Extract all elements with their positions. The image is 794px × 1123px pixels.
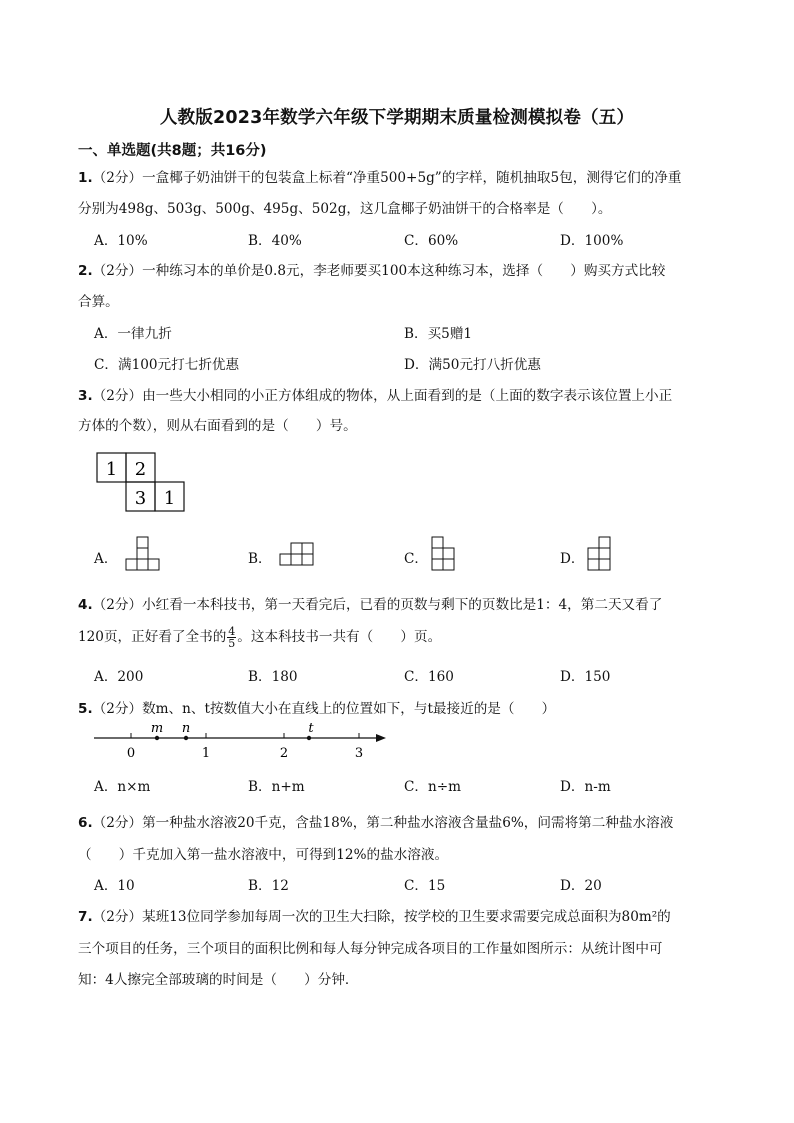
question-6-line-2: （ ）千克加入第一盐水溶液中，可得到12%的盐水溶液。 — [78, 847, 449, 863]
option-d[interactable]: D．150 — [560, 669, 611, 685]
option-a[interactable]: A．10 — [94, 878, 135, 894]
option-c[interactable]: C．160 — [404, 669, 454, 685]
option-d[interactable]: D．20 — [560, 878, 602, 894]
option-a-figure[interactable] — [124, 536, 164, 571]
option-d[interactable]: D．n-m — [560, 779, 611, 795]
question-text: 第一种盐水溶液20千克，含盐18%，第二种盐水溶液含量盐6%，问需将第二种盐水溶液 — [142, 815, 674, 831]
question-score: （2分） — [92, 263, 143, 279]
question-3-line-2: 方体的个数），则从右面看到的是（ ）号。 — [78, 418, 357, 434]
label-n: n — [181, 721, 191, 736]
fraction-denominator: 5 — [228, 637, 236, 650]
question-3-line-1 — [78, 384, 672, 404]
section-heading: 一、单选题(共8题；共16分) — [78, 143, 267, 159]
option-a[interactable]: A．10% — [94, 233, 148, 249]
question-number: 7. — [78, 909, 93, 925]
option-c[interactable]: C．满100元打七折优惠 — [94, 357, 240, 373]
option-a[interactable]: A．一律九折 — [94, 326, 172, 342]
question-number: 5. — [78, 701, 93, 717]
number-line — [90, 720, 390, 762]
option-c[interactable]: C．60% — [404, 233, 459, 249]
option-b-figure[interactable] — [278, 542, 318, 568]
point-n — [184, 736, 188, 740]
question-text: 。这本科技书一共有（ ）页。 — [237, 629, 442, 645]
question-5-line-1 — [78, 697, 555, 717]
option-c[interactable]: C．n÷m — [404, 779, 462, 795]
option-d[interactable]: D． — [560, 551, 585, 567]
option-a[interactable]: A． — [94, 551, 118, 567]
grid-cell-value: 1 — [105, 459, 118, 480]
option-c[interactable]: C．15 — [404, 878, 446, 894]
option-b[interactable]: B． — [248, 551, 272, 567]
tick-label: 3 — [354, 746, 364, 761]
tick-label: 1 — [201, 746, 211, 761]
tick-label: 2 — [279, 746, 289, 761]
question-score: （2分） — [92, 597, 143, 613]
question-number: 6. — [78, 815, 93, 831]
question-4-line-2 — [78, 625, 441, 649]
option-b[interactable]: B．40% — [248, 233, 302, 249]
option-c[interactable]: C． — [404, 551, 428, 567]
question-text: 数m、n、t按数值大小在直线上的位置如下，与t最接近的是（ ） — [142, 701, 556, 717]
question-score: （2分） — [92, 170, 143, 186]
option-d[interactable]: D．100% — [560, 233, 624, 249]
fraction — [227, 626, 236, 649]
question-6-line-1 — [78, 811, 673, 831]
point-t — [307, 736, 311, 740]
question-score: （2分） — [92, 701, 143, 717]
question-2-line-2: 合算。 — [78, 294, 119, 310]
question-number: 3. — [78, 388, 93, 404]
grid-cell-value: 3 — [134, 488, 147, 509]
option-b[interactable]: B．12 — [248, 878, 289, 894]
label-m: m — [150, 721, 164, 736]
arrow-right-icon — [376, 734, 386, 742]
point-m — [155, 736, 159, 740]
option-b[interactable]: B．180 — [248, 669, 298, 685]
grid-cell-value: 2 — [134, 459, 147, 480]
option-a[interactable]: A．200 — [94, 669, 144, 685]
question-score: （2分） — [92, 909, 143, 925]
question-1-line-1 — [78, 166, 681, 186]
question-text: 120页，正好看了全书的 — [78, 629, 227, 645]
question-1-line-2: 分别为498g、503g、500g、495g、502g，这几盒椰子奶油饼干的合格率是（ ）。 — [78, 201, 612, 217]
option-c-figure[interactable] — [430, 536, 460, 571]
question-7-line-3: 知：4人擦完全部玻璃的时间是（ ）分钟． — [78, 972, 359, 988]
question-text: 某班13位同学参加每周一次的卫生大扫除，按学校的卫生要求需要完成总面积为80m²的 — [142, 909, 671, 925]
question-number: 4. — [78, 597, 93, 613]
option-b[interactable]: B．n+m — [248, 779, 305, 795]
question-7-line-1 — [78, 905, 671, 925]
tick-label: 0 — [126, 746, 136, 761]
option-d[interactable]: D．满50元打八折优惠 — [404, 357, 541, 373]
top-view-grid — [96, 452, 188, 514]
question-4-line-1 — [78, 593, 662, 613]
question-2-line-1 — [78, 259, 665, 279]
option-d-figure[interactable] — [586, 536, 616, 571]
question-number: 2. — [78, 263, 93, 279]
question-text: 小红看一本科技书，第一天看完后，已看的页数与剩下的页数比是1：4，第二天又看了 — [142, 597, 663, 613]
fraction-numerator: 4 — [228, 625, 236, 638]
question-score: （2分） — [92, 388, 143, 404]
question-text: 一种练习本的单价是0.8元，李老师要买100本这种练习本，选择（ ）购买方式比较 — [142, 263, 666, 279]
question-number: 1. — [78, 170, 93, 186]
option-b[interactable]: B．买5赠1 — [404, 326, 473, 342]
label-t: t — [308, 721, 314, 736]
option-a[interactable]: A．n×m — [94, 779, 151, 795]
question-text: 一盒椰子奶油饼干的包装盒上标着“净重500+5g”的字样，随机抽取5包，测得它们的净重 — [142, 170, 682, 186]
page-title: 人教版2023年数学六年级下学期期末质量检测模拟卷（五） — [159, 108, 635, 128]
question-score: （2分） — [92, 815, 143, 831]
question-7-line-2: 三个项目的任务，三个项目的面积比例和每人每分钟完成各项目的工作量如图所示：从统计图中可 — [78, 941, 663, 957]
question-text: 由一些大小相同的小正方体组成的物体，从上面看到的是（上面的数字表示该位置上小正 — [142, 388, 673, 404]
grid-cell-value: 1 — [163, 488, 176, 509]
